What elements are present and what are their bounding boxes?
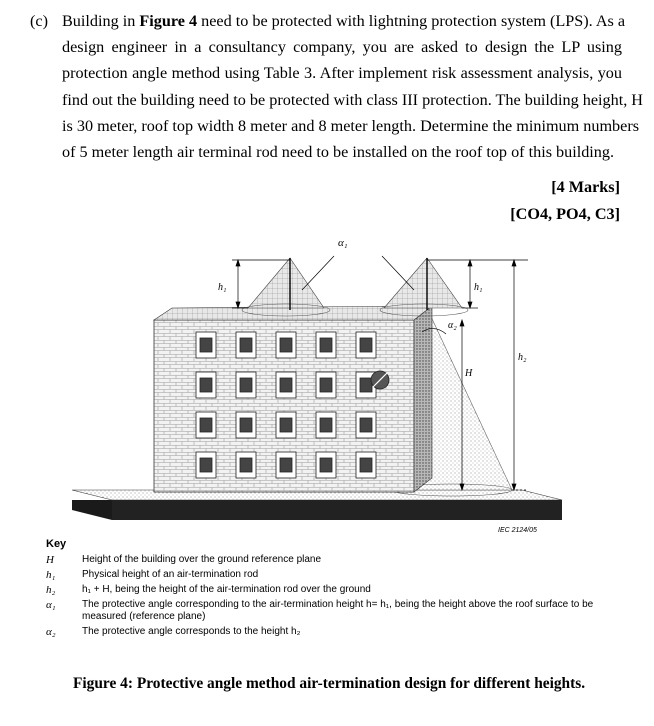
marks-label: [4 Marks] [551, 178, 620, 196]
figure-illustration [62, 228, 582, 538]
h2-label: h₂ [518, 352, 527, 363]
key-description: h₁ + H, being the height of the air-termination rod over the ground [82, 584, 371, 595]
iec-reference: IEC 2124/05 [498, 527, 537, 534]
key-title: Key [46, 538, 67, 550]
key-description: Height of the building over the ground reference plane [82, 554, 322, 565]
building-side [414, 306, 432, 492]
earth-symbol [371, 371, 389, 389]
alpha1-pointer-left [302, 256, 334, 290]
h1-label-left: h₁ [218, 282, 227, 293]
question-label: (c) [30, 12, 48, 30]
H-label: H [465, 368, 473, 379]
course-outcomes-label: [CO4, PO4, C3] [510, 205, 620, 223]
question-text-1b: need to be protected with lightning protection system (LPS). As a [197, 12, 626, 30]
alpha1-label: α₁ [338, 237, 348, 249]
key-symbol: α₁ [46, 599, 56, 611]
question-line-1 [30, 8, 626, 34]
question-line-3: protection angle method using Table 3. After implement risk assessment analysis, you [62, 64, 622, 83]
alpha2-label: α₂ [448, 320, 457, 331]
key-row [46, 626, 626, 638]
key-symbol: h₂ [46, 584, 56, 596]
h1-label-right: h₁ [474, 282, 483, 293]
key-symbol: H [46, 554, 54, 566]
figure-caption: Figure 4: Protective angle method air-termination design for different heights. [73, 675, 586, 692]
question-line-5: is 30 meter, roof top width 8 meter and 8 meter length. Determine the minimum numbers [62, 116, 640, 135]
lps-figure [62, 228, 582, 538]
key-description: The protective angle corresponding to the air-termination height h= h₁, being the height above the roof surface to be measured (reference plane) [82, 599, 594, 622]
key-row [46, 554, 626, 566]
key-symbol: h₁ [46, 569, 56, 581]
figure-reference: Figure 4 [139, 12, 198, 30]
question-block [30, 8, 643, 165]
protection-cone-right [384, 258, 462, 308]
alpha1-pointer-right [382, 256, 414, 290]
question-line-6: of 5 meter length air terminal rod need to be installed on the roof top of this building. [62, 143, 615, 162]
question-line-2: design engineer in a consultancy company, you are asked to design the LP using [62, 38, 622, 57]
key-symbol: α₂ [46, 626, 56, 638]
question-text-1a: Building in [62, 12, 140, 30]
key-row [46, 599, 626, 623]
key-row [46, 569, 626, 581]
key-description: The protective angle corresponds to the height h₂ [82, 626, 301, 637]
key-description: Physical height of an air-termination rod [82, 569, 259, 580]
key-row [46, 584, 626, 596]
question-line-4: find out the building need to be protected with class III protection. The building height, H [62, 90, 643, 109]
protection-cone-left [248, 258, 324, 308]
figure-key [46, 538, 626, 641]
